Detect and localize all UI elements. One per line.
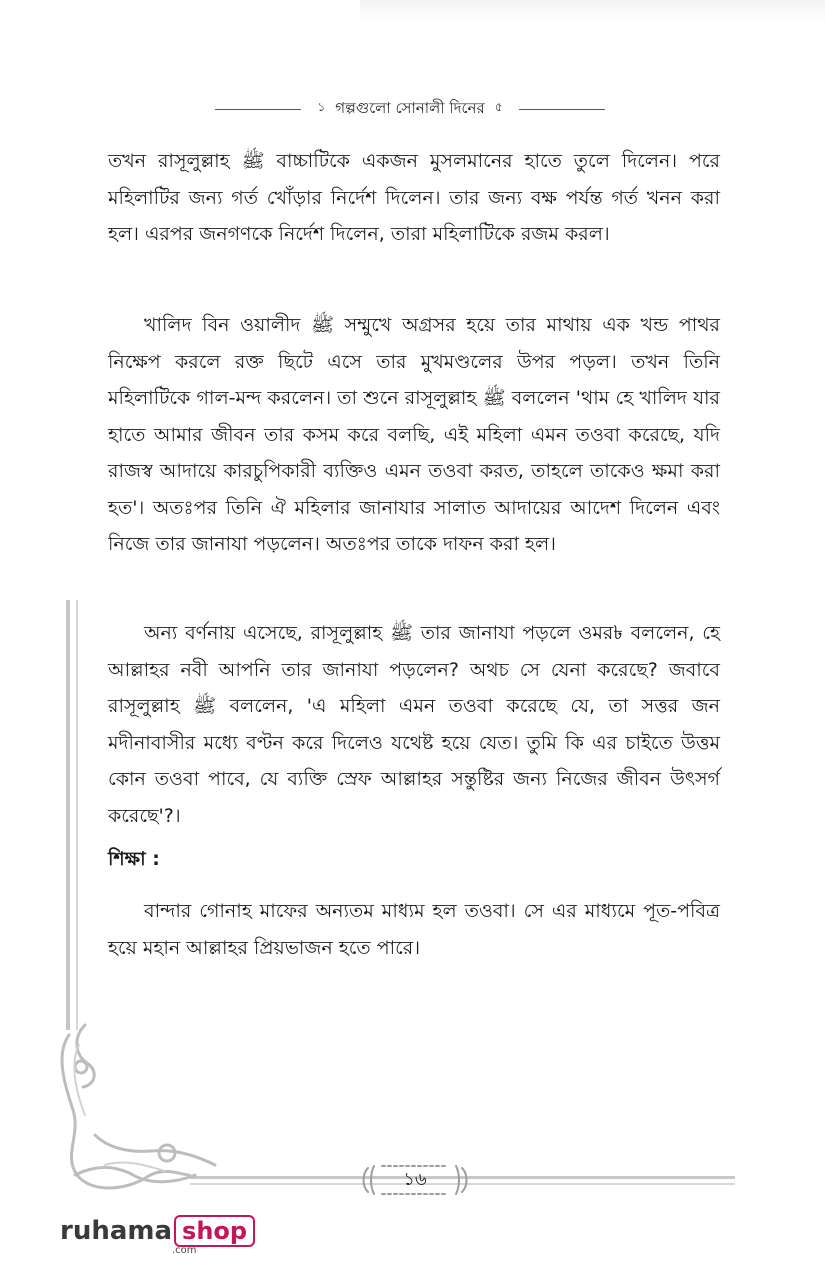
header-rule-left: [215, 109, 301, 110]
page-number: ১৬: [403, 1168, 427, 1190]
lesson-heading: শিক্ষা :: [108, 848, 160, 870]
header-rule-right: [519, 109, 605, 110]
page-number-badge: [360, 1160, 470, 1200]
logo-shop-box: shop: [174, 1215, 255, 1247]
border-line-vertical-inner: [76, 600, 78, 1030]
ruhamashop-logo: [60, 1215, 255, 1255]
paragraph-2: খালিদ বিন ওয়ালীদ ﷺ সম্মুখে অগ্রসর হয়ে তার মাথায় এক খন্ড পাথর নিক্ষেপ করলে রক্ত ছিটে এসে তার মুখমণ্ডলের উপর পড়ল। তখন তিনি মহিলাটিকে গাল-মন্দ করলেন। তা শুনে রাসূলুল্লাহ ﷺ বললেন 'থাম হে খালিদ যার হাতে আমার জীবন তার কসম করে বলছি, এই মহিলা এমন তওবা করেছে, যদি রাজস্ব আদায়ে কারচুপিকারী ব্যক্তিও এমন তওবা করত, তাহলে তাকেও ক্ষমা করা হত'। অতঃপর তিনি ঐ মহিলার জানাযার সালাত আদায়ের আদেশ দিলেন এবং নিজে তার জানাযা পড়লেন। অতঃপর তাকে দাফন করা হল।: [108, 314, 720, 555]
page-top-edge: [360, 0, 825, 26]
lesson-text: বান্দার গোনাহ মাফের অন্যতম মাধ্যম হল তওবা। সে এর মাধ্যমে পূত-পবিত্র হয়ে মহান আল্লাহর প্রিয়ভাজন হতে পারে।: [108, 900, 720, 959]
header-page-marker: ১: [317, 100, 326, 114]
header-chapter-marker: ৫: [494, 100, 503, 114]
paragraph-3: অন্য বর্ণনায় এসেছে, রাসূলুল্লাহ ﷺ তার জানাযা পড়লে ওমর৳ বললেন, হে আল্লাহর নবী আপনি তার জানাযা পড়লেন? অথচ সে যেনা করেছে? জবাবে রাসূলুল্লাহ ﷺ বললেন, 'এ মহিলা এমন তওবা করেছে যে, তা সত্তর জন মদীনাবাসীর মধ্যে বণ্টন করে দিলেও যথেষ্ট হয়ে যেত। তুমি কি এর চাইতে উত্তম কোন তওবা পাবে, যে ব্যক্তি স্রেফ আল্লাহর সন্তুষ্টির জন্য নিজের জীবন উৎসর্গ করেছে'?।: [108, 622, 720, 827]
header-title: গল্পগুলো সোনালী দিনের: [335, 98, 485, 117]
corner-flourish-icon: [55, 1015, 295, 1205]
paragraph-1: তখন রাসূলুল্লাহ ﷺ বাচ্চাটিকে একজন মুসলমানের হাতে তুলে দিলেন। পরে মহিলাটির জন্য গর্ত খোঁড়ার নির্দেশ দিলেন। তার জন্য বক্ষ পর্যন্ত গর্ত খনন করা হল। এরপর জনগণকে নির্দেশ দিলেন, তারা মহিলাটিকে রজম করল।: [108, 150, 720, 245]
logo-domain: .com: [172, 1245, 197, 1256]
border-line-vertical-outer: [66, 600, 70, 1030]
running-header: [215, 96, 605, 122]
logo-brand-text: ruhama: [60, 1216, 173, 1246]
